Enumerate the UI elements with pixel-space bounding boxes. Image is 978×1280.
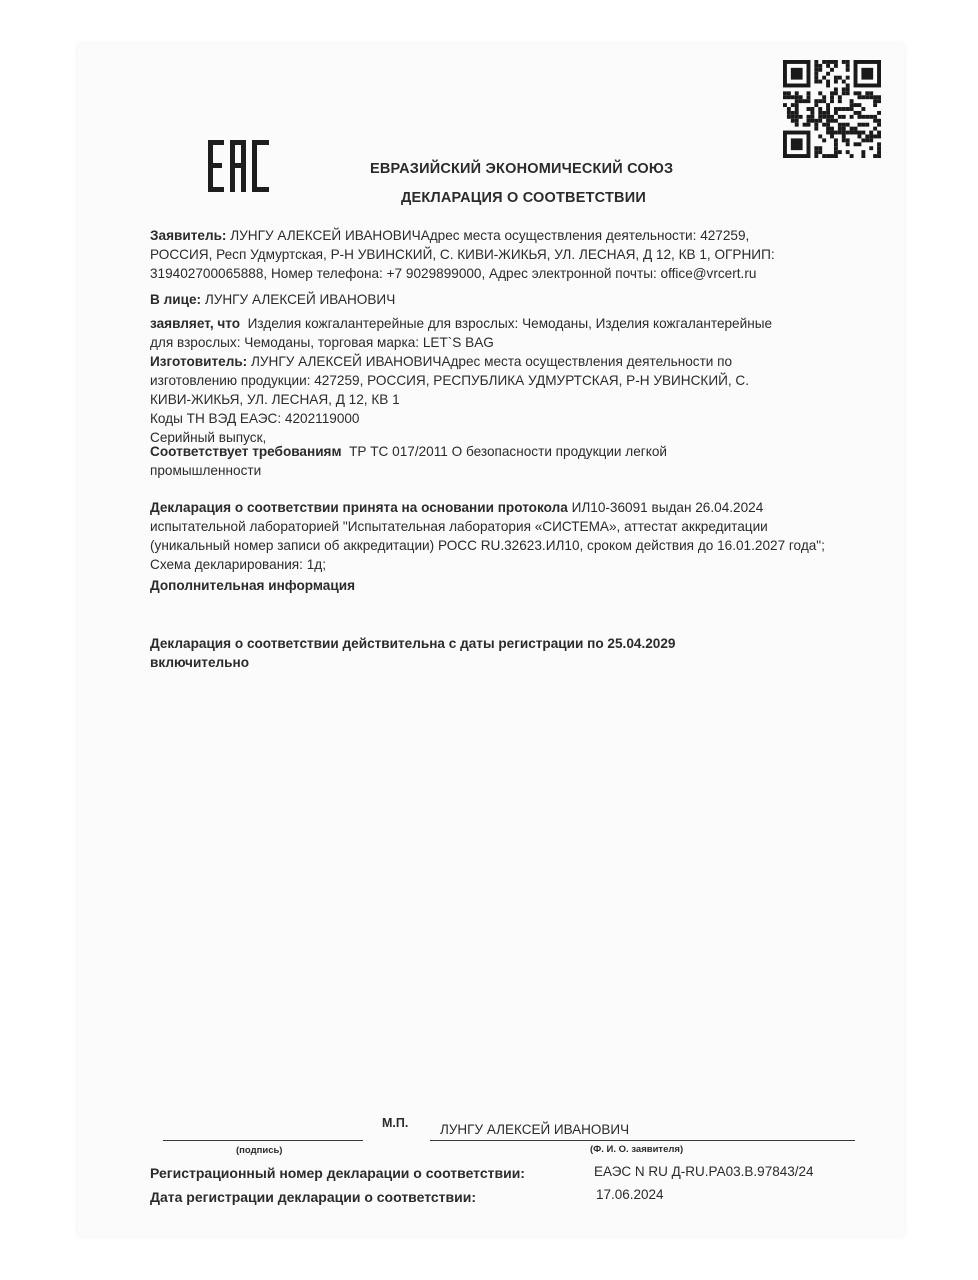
name-line [430,1140,855,1141]
registration-date-value: 17.06.2024 [596,1187,664,1202]
qr-code [783,60,881,158]
requirements-line-1: ТР ТС 017/2011 О безопасности продукции легкой [349,444,667,459]
svg-text:EAC: EAC [206,138,209,139]
manufacturer-line-2: изготовлению продукции: 427259, РОССИЯ, РЕСПУБЛИКА УДМУРТСКАЯ, Р-Н УВИНСКИЙ, С. [150,373,750,388]
basis-line-1: ИЛ10-36091 выдан 26.04.2024 [571,500,764,515]
manufacturer-line-1: ЛУНГУ АЛЕКСЕЙ ИВАНОВИЧАдрес места осуществления деятельности по [251,354,733,369]
registration-date-label: Дата регистрации декларации о соответствии: [150,1189,476,1205]
registration-number-value: ЕАЭС N RU Д-RU.РА03.В.97843/24 [594,1164,814,1179]
serial-production: Серийный выпуск, [150,430,267,445]
signature-line [163,1140,363,1141]
manufacturer-label: Изготовитель: [150,354,248,369]
applicant-label: Заявитель: [150,228,227,243]
declares-line-1: Изделия кожгалантерейные для взрослых: Чемоданы, Изделия кожгалантерейные [247,316,773,331]
requirements-line-2: промышленности [150,463,262,478]
declares-block [150,314,880,447]
declares-line-2: для взрослых: Чемоданы, торговая марка: LET`S BAG [150,335,494,350]
requirements-block [150,442,870,480]
additional-info-label: Дополнительная информация [150,578,356,593]
applicant-line-1: ЛУНГУ АЛЕКСЕЙ ИВАНОВИЧАдрес места осуществления деятельности: 427259, [230,228,750,243]
person-block [150,290,870,309]
basis-block [150,498,870,595]
applicant-line-3: 319402700065888, Номер телефона: +7 9029899000, Адрес электронной почты: office@vrcert.ru [150,266,757,281]
basis-label: Декларация о соответствии принята на основании протокола [150,500,568,515]
name-caption: (Ф. И. О. заявителя) [590,1144,684,1155]
person-label: В лице: [150,292,202,307]
person-value: ЛУНГУ АЛЕКСЕЙ ИВАНОВИЧ [204,292,396,307]
seal-mark: М.П. [382,1116,409,1130]
signature-caption: (подпись) [236,1145,283,1156]
declares-label: заявляет, что [150,316,241,331]
validity-block [150,634,870,672]
basis-line-4: Схема декларирования: 1д; [150,557,326,572]
basis-line-2: испытательной лабораторией "Испытательная лаборатория «СИСТЕМА», аттестат аккредитации [150,519,768,534]
applicant-name-signature: ЛУНГУ АЛЕКСЕЙ ИВАНОВИЧ [440,1122,630,1137]
applicant-block [150,226,870,283]
validity-line-1: Декларация о соответствии действительна с даты регистрации по 25.04.2029 [150,636,676,651]
eac-logo [206,138,272,194]
validity-line-2: включительно [150,655,250,670]
document-title: ДЕКЛАРАЦИЯ О СООТВЕТСТВИИ [401,190,646,206]
applicant-line-2: РОССИЯ, Респ Удмуртская, Р-Н УВИНСКИЙ, С. КИВИ-ЖИКЬЯ, УЛ. ЛЕСНАЯ, Д 12, КВ 1, ОГРНИП: [150,247,775,262]
requirements-label: Соответствует требованиям [150,444,342,459]
basis-line-3: (уникальный номер записи об аккредитации) РОСС RU.32623.ИЛ10, сроком действия до 16.01.2027 года"; [150,538,825,553]
customs-codes: Коды ТН ВЭД ЕАЭС: 4202119000 [150,411,360,426]
union-title: ЕВРАЗИЙСКИЙ ЭКОНОМИЧЕСКИЙ СОЮЗ [370,161,674,177]
registration-number-label: Регистрационный номер декларации о соответствии: [150,1165,525,1181]
manufacturer-line-3: КИВИ-ЖИКЬЯ, УЛ. ЛЕСНАЯ, Д 12, КВ 1 [150,392,400,407]
